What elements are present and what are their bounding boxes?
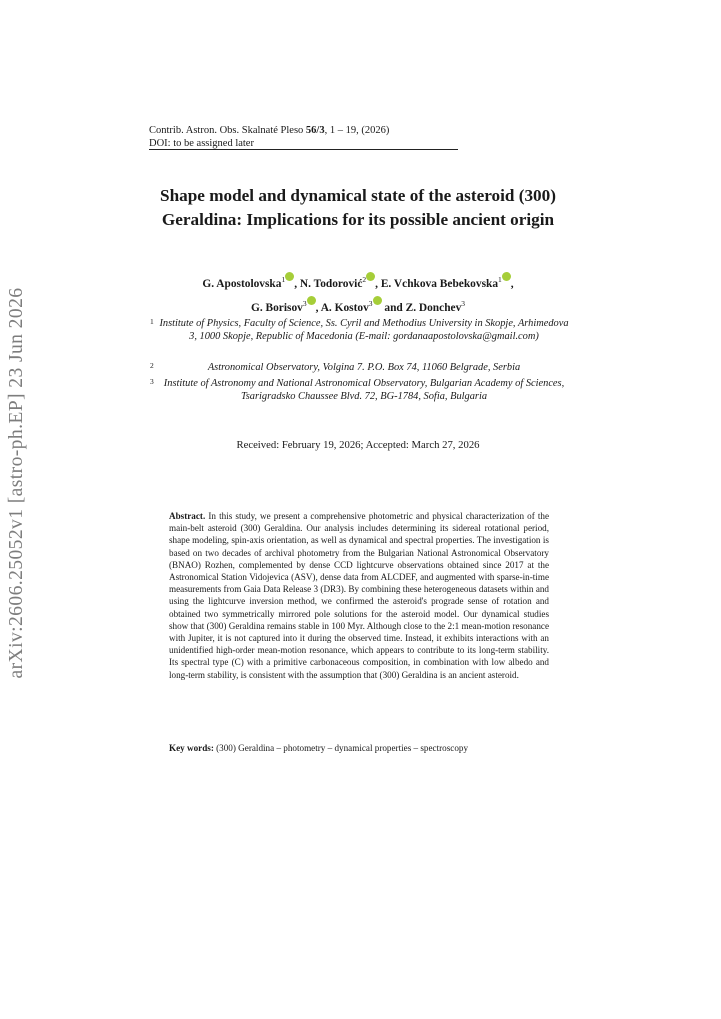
received-dates: Received: February 19, 2026; Accepted: March 27, 2026 xyxy=(236,439,480,451)
abstract-label: Abstract. xyxy=(169,511,206,521)
header-rule xyxy=(149,149,458,150)
journal-citation: Contrib. Astron. Obs. Skalnaté Pleso 56/3, 1 – 19, (2026) xyxy=(149,125,390,136)
keywords-text: (300) Geraldina – photometry – dynamical properties – spectroscopy xyxy=(216,743,469,753)
orcid-icon[interactable] xyxy=(373,296,382,305)
orcid-icon[interactable] xyxy=(366,272,375,281)
authors-line-2: G. Borisov$^3$ , A. Kostov$^3$ and Z. Donchev$^3$ xyxy=(130,296,586,314)
keywords xyxy=(169,742,549,754)
doi-line: DOI: to be assigned later xyxy=(149,138,254,149)
orcid-icon[interactable] xyxy=(502,272,511,281)
abstract xyxy=(169,510,549,681)
paper-title: Shape model and dynamical state of the asteroid (300) Geraldina: Implications for its possible ancient origin xyxy=(160,186,556,229)
orcid-icon[interactable] xyxy=(285,272,294,281)
abstract-text: In this study, we present a comprehensive photometric and physical characterization of the main-belt asteroid (300) Geraldina. Our analysis includes determining its sidereal rotational period, shape modeling, spin-axis orientation, as well as dynamical and spectral properties. The investigation is based on two decades of archival photometry from the Bulgarian National Astronomical Observatory (BNAO) Rozhen, complemented by dense CCD lightcurve observations obtained since 2017 at the Astronomical Station Vidojevica (ASV), dense data from ALCDEF, and augmented with sparse-in-time measurements from Gaia Data Release 3 (DR3). By combining these heterogeneous datasets within and using the lightcurve inversion method, we confirmed the asteroid's prograde sense of rotation and obtained two symmetrically mirrored pole solutions for the asteroid model. Our dynamical studies show that (300) Geraldina remains stable in 100 Myr. Although close to the 2:1 mean-motion resonance with Jupiter, it is not captured into it during the observed time. Instead, it exhibits interactions with an unidentified high-order mean-motion resonance, which appears to contribute to its long-term stability. Its spectral type (C) with a primitive carbonaceous composition, in combination with low albedo and long-term stability, is consistent with the assumption that (300) Geraldina is an ancient asteroid. xyxy=(169,511,549,680)
affiliation-3: 3 Institute of Astronomy and National Astronomical Observatory, Bulgarian Academy of Sciences, Tsarigradsko Chaussee Blvd. 72, BG-1784, Sofia, Bulgaria xyxy=(150,377,565,402)
author-borisov: G. Borisov$^3$ xyxy=(251,302,316,314)
arxiv-identifier[interactable]: arXiv:2606.25052v1 [astro-ph.EP] 23 Jun 2026 xyxy=(6,287,27,679)
keywords-label: Key words: xyxy=(169,743,214,753)
author-apostolovska: G. Apostolovska$^1$ xyxy=(202,278,294,290)
author-donchev: Z. Donchev$^3$ xyxy=(405,299,466,314)
author-vchkova-bebekovska: E. Vchkova Bebekovska$^1$ xyxy=(381,278,511,290)
orcid-icon[interactable] xyxy=(307,296,316,305)
author-todorovic: N. Todorović$^2$ xyxy=(300,278,375,290)
affiliation-1: 1 Institute of Physics, Faculty of Science, Ss. Cyril and Methodius University in Skopje, Arhimedova 3, 1000 Skopje, Republic of Macedonia (E-mail: gordanaapostolovska@gmail.com) xyxy=(150,317,569,342)
affiliation-2: 2 Astronomical Observatory, Volgina 7. P.O. Box 74, 11060 Belgrade, Serbia xyxy=(150,361,521,373)
author-kostov: A. Kostov$^3$ xyxy=(321,302,382,314)
journal-header xyxy=(149,124,389,150)
authors-line-1: G. Apostolovska$^1$ , N. Todorović$^2$ , E. Vchkova Bebekovska$^1$ , xyxy=(130,272,586,290)
